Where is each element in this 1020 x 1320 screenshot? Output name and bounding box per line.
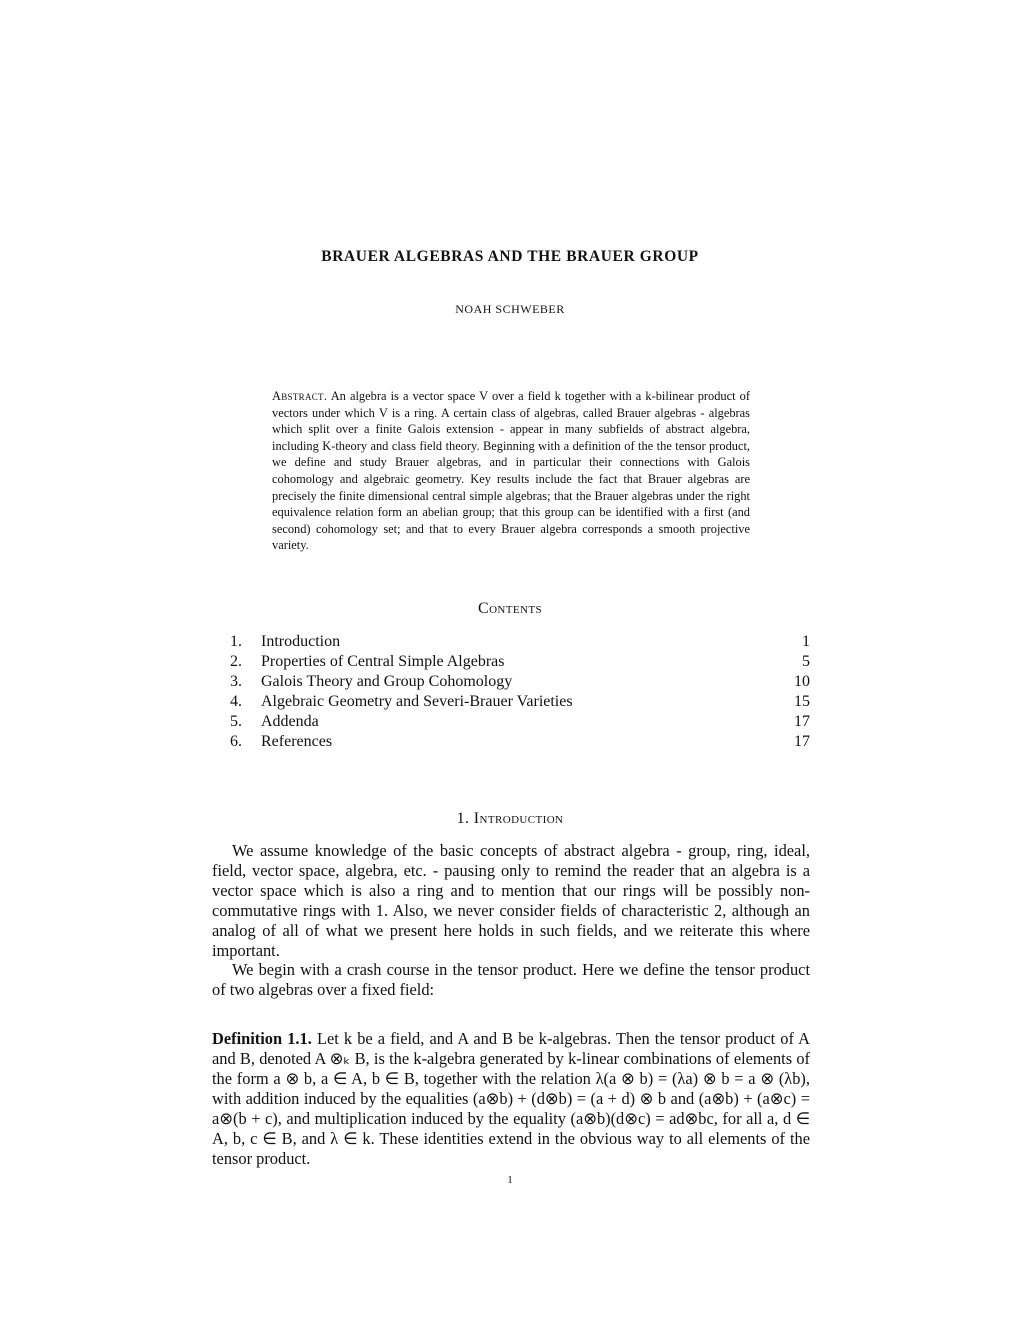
author-name: NOAH SCHWEBER xyxy=(455,302,565,316)
toc-entry[interactable] xyxy=(230,632,810,652)
toc-number: 3. xyxy=(230,673,242,690)
toc-number: 6. xyxy=(230,733,242,750)
abstract-label: Abstract. xyxy=(272,389,328,403)
toc-page: 10 xyxy=(794,673,810,690)
intro-paragraph-2: We begin with a crash course in the tensor product. Here we define the tensor product of two algebras over a fixed field: xyxy=(212,960,810,999)
definition-1-1 xyxy=(212,1029,810,1169)
toc-page: 5 xyxy=(802,653,810,670)
toc-page: 17 xyxy=(794,733,810,750)
abstract-text: An algebra is a vector space V over a field k together with a k-bilinear product of vectors under which V is a ring. A certain class of algebras, called Brauer algebras - algebras which split over a finite Galois extension - appear in many subfields of abstract algebra, including K-theory and class field theory. Beginning with a definition of the the tensor product, we define and study Brauer algebras, and in particular their connections with Galois cohomology and algebraic geometry. Key results include the fact that Brauer algebras are precisely the finite dimensional central simple algebras; that the Brauer algebras under the right equivalence relation form an abelian group; that this group can be identified with a first (and second) cohomology set; and that to every Brauer algebra corresponds a smooth projective variety. xyxy=(272,389,750,553)
toc-entry[interactable] xyxy=(230,712,810,732)
section-heading-introduction: 1. Introduction xyxy=(456,810,564,827)
toc-title: Properties of Central Simple Algebras xyxy=(261,653,505,670)
toc-entry[interactable] xyxy=(230,732,810,752)
toc-page: 15 xyxy=(794,693,810,710)
toc-entry[interactable] xyxy=(230,652,810,672)
toc-title: Galois Theory and Group Cohomology xyxy=(261,673,513,690)
contents-heading: Contents xyxy=(478,600,542,617)
intro-paragraph-1: We assume knowledge of the basic concepts of abstract algebra - group, ring, ideal, field, vector space, algebra, etc. - pausing only to remind the reader that an algebra is a vector space which is also a ring and to mention that our rings will be possibly non-commutative rings with 1. Also, we never consider fields of characteristic 2, although an analog of all of what we present here holds in such fields, and we reiterate this where important. xyxy=(212,841,810,960)
toc-number: 5. xyxy=(230,713,242,730)
toc-title: Algebraic Geometry and Severi-Brauer Varieties xyxy=(261,693,573,710)
definition-label: Definition 1.1. xyxy=(212,1029,312,1048)
toc-title: References xyxy=(261,733,333,750)
toc-number: 4. xyxy=(230,693,242,710)
definition-text: Let k be a field, and A and B be k-algebras. Then the tensor product of A and B, denoted A ⊗ₖ B, is the k-algebra generated by k-linear combinations of elements of the form a ⊗ b, a ∈ A, b ∈ B, together with the relation λ(a ⊗ b) = (λa) ⊗ b = a ⊗ (λb), with addition induced by the equalities (a⊗b) + (d⊗b) = (a + d) ⊗ b and (a⊗b) + (a⊗c) = a⊗(b + c), and multiplication induced by the equality (a⊗b)(d⊗c) = ad⊗bc, for all a, d ∈ A, b, c ∈ B, and λ ∈ k. These identities extend in the obvious way to all elements of the tensor product. xyxy=(212,1029,810,1168)
toc-number: 1. xyxy=(230,633,242,650)
table-of-contents xyxy=(230,632,810,752)
toc-entry[interactable] xyxy=(230,672,810,692)
page-number: 1 xyxy=(507,1174,513,1186)
toc-title: Addenda xyxy=(261,713,319,730)
toc-title: Introduction xyxy=(261,633,341,650)
abstract xyxy=(272,388,750,554)
paper-title: BRAUER ALGEBRAS AND THE BRAUER GROUP xyxy=(321,248,699,265)
toc-number: 2. xyxy=(230,653,242,670)
toc-page: 1 xyxy=(802,633,810,650)
toc-page: 17 xyxy=(794,713,810,730)
toc-entry[interactable] xyxy=(230,692,810,712)
